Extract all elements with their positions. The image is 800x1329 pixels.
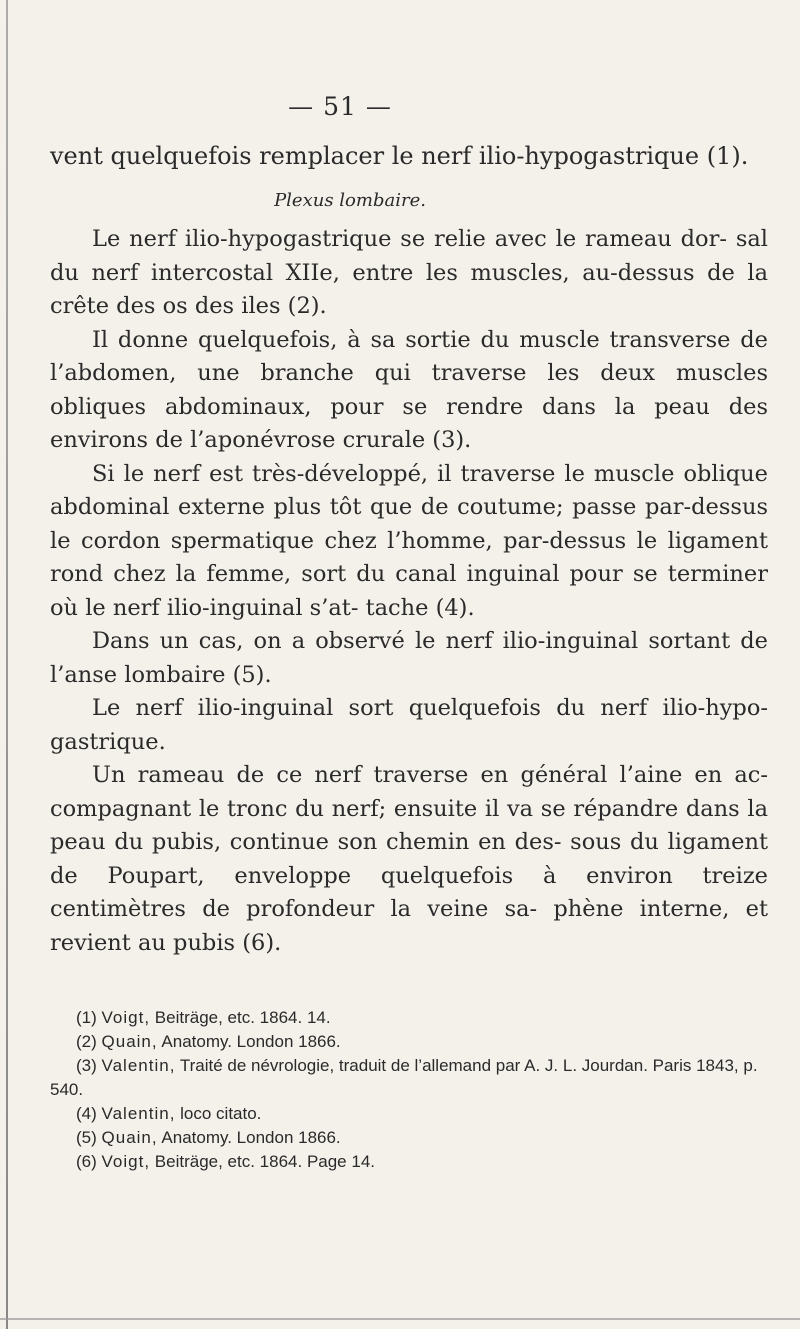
footnote	[50, 1006, 768, 1030]
body-text	[50, 223, 768, 960]
paragraph: Dans un cas, on a observé le nerf ilio-inguinal sortant de l’anse lombaire (5).	[50, 628, 768, 688]
footnote	[50, 1102, 768, 1126]
paragraph: Un rameau de ce nerf traverse en général l’aine en ac- compagnant le tronc du nerf; ensuite il va se répandre dans la peau du pubis, continue son chemin en des- sous du ligament de Poupart, enveloppe quelquefois à environ treize centimètres de profondeur la veine sa- phène interne, et revient au pubis (6).	[50, 762, 768, 956]
footnote-author: Valentin,	[101, 1056, 176, 1075]
footnote-number: (3)	[76, 1056, 97, 1075]
footnote	[50, 1126, 768, 1150]
footnote-number: (2)	[76, 1032, 97, 1051]
footnote-author: Quain,	[101, 1032, 158, 1051]
footnote-text: Beiträge, etc. 1864. 14.	[150, 1008, 331, 1027]
footnote-text: Beiträge, etc. 1864. Page 14.	[150, 1152, 375, 1171]
footnote-author: Quain,	[101, 1128, 158, 1147]
footnote-author: Valentin,	[101, 1104, 176, 1123]
footnote-number: (1)	[76, 1008, 97, 1027]
continuation-line: vent quelquefois remplacer le nerf ilio-hypogastrique (1).	[50, 142, 749, 170]
footnote-text: Anatomy. London 1866.	[157, 1128, 341, 1147]
footnote	[50, 1150, 768, 1174]
footnote-text: loco citato.	[175, 1104, 262, 1123]
footnote-author: Voigt,	[101, 1152, 151, 1171]
paragraph: Le nerf ilio-hypogastrique se relie avec le rameau dor- sal du nerf intercostal XIIe, entre les muscles, au-dessus de la crête des os des iles (2).	[50, 226, 768, 319]
paragraph: Le nerf ilio-inguinal sort quelquefois du nerf ilio-hypo- gastrique.	[50, 695, 768, 755]
footnote-text: Traité de névrologie, traduit de l’allemand par A. J. L. Jourdan. Paris 1843, p. 540.	[50, 1056, 758, 1099]
footnote-number: (5)	[76, 1128, 97, 1147]
footnote	[50, 1054, 768, 1102]
page-number: — 51 —	[288, 92, 392, 121]
footnote	[50, 1030, 768, 1054]
footnote-number: (6)	[76, 1152, 97, 1171]
footnotes	[50, 1006, 768, 1174]
footnote-text: Anatomy. London 1866.	[157, 1032, 341, 1051]
section-title: Plexus lombaire.	[274, 190, 426, 211]
footnote-number: (4)	[76, 1104, 97, 1123]
paragraph: Il donne quelquefois, à sa sortie du muscle transverse de l’abdomen, une branche qui traverse les deux muscles obliques abdominaux, pour se rendre dans la peau des environs de l’aponévrose crurale (3).	[50, 326, 768, 453]
page-bottom-edge	[0, 1318, 800, 1320]
footnote-author: Voigt,	[101, 1008, 151, 1027]
paragraph: Si le nerf est très-développé, il traverse le muscle oblique abdominal externe plus tôt que de coutume; passe par-dessus le cordon spermatique chez l’homme, par-dessus le ligament rond chez la femme, sort du canal inguinal pour se terminer où le nerf ilio-inguinal s’at- tache (4).	[50, 460, 768, 621]
